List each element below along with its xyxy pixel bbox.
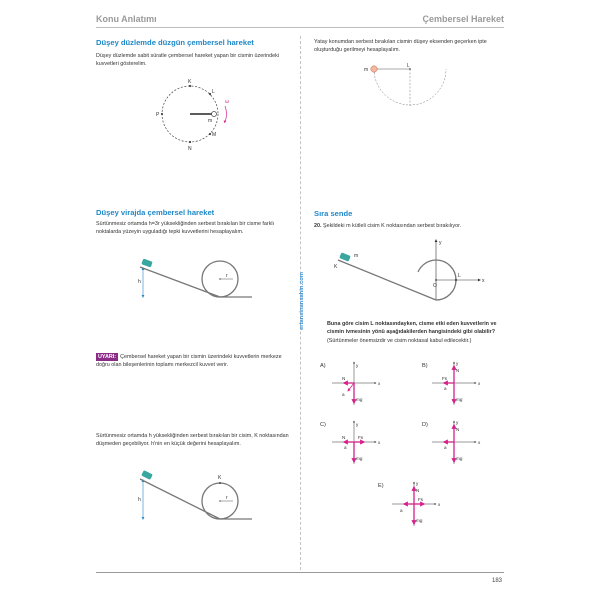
header-section-title: Konu Anlatımı [96,14,157,24]
option-D[interactable] [422,420,481,464]
pend-label-m: m [364,67,369,73]
q-label-y: y [439,240,442,246]
options-diagrams [320,356,500,528]
header-chapter-title: Çembersel Hareket [422,14,504,24]
question-text: Şekildeki m kütleli cisim K noktasından serbest bırakılıyor. [323,223,462,229]
header-divider [96,27,504,28]
question-body [327,320,497,345]
footer-divider [96,572,504,573]
fig1-label-N: N [188,146,192,152]
fig3-label-r: r [226,495,228,501]
option-B[interactable] [422,361,481,405]
q-label-L: L [458,273,461,279]
uyari-badge: UYARI: [98,354,117,360]
option-B-Fs: Fs [442,376,448,381]
fig1-label-K: K [188,79,192,85]
option-A[interactable] [320,362,381,405]
option-B-N: N [456,368,460,373]
option-D-x: x [478,440,481,445]
q-label-x: x [482,278,485,284]
question-intro [314,222,500,230]
option-C[interactable] [320,421,381,464]
option-C-y: y [356,422,359,427]
option-A-N: N [342,376,346,381]
q-label-K: K [334,264,338,270]
option-E-Fs: Fs [418,497,424,502]
figure-question-track [318,236,498,308]
page-number: 183 [491,578,502,584]
figure-vertical-circle [150,78,250,158]
option-B-letter: B) [422,363,428,369]
section-text-vertical-loop: Sürtünmesiz ortamda h=3r yüksekliğinden serbest bırakılan bir cisme farklı noktalarda yüzeyin uyguladığı tepki kuvvetlerini hesaplayalım. [96,221,275,236]
option-D-letter: D) [422,422,428,428]
option-A-a: a [342,392,345,397]
fig1-label-L: L [212,89,215,95]
option-A-y: y [356,363,359,368]
section-title-vertical-loop: Düşey virajda çembersel hareket [96,208,215,217]
option-E-letter: E) [378,483,384,489]
option-C-a: a [344,445,347,450]
pend-label-L: L [407,63,410,69]
option-C-N: N [342,435,346,440]
option-E-a: a [400,508,403,513]
option-E-mg: mg [416,518,423,523]
option-B-x: x [478,381,481,386]
fig2-label-r: r [226,273,228,279]
figure-loop-track-K [134,468,254,524]
option-E-x: x [438,502,441,507]
option-C-mg: mg [356,456,363,461]
option-A-letter: A) [320,363,326,369]
option-D-y: y [456,420,459,425]
option-A-mg: mg [356,397,363,402]
question-number: 20. [314,223,322,229]
watermark-text: ertansinansahin.com [299,272,305,330]
option-B-mg: mg [456,397,463,402]
option-A-x: x [378,381,381,386]
section-title-sira-sende: Sıra sende [314,209,353,218]
uyari-note [96,353,294,370]
option-D-a: a [444,445,447,450]
option-E-N: N [416,488,420,493]
q-label-m: m [354,253,359,259]
uyari-text: Çembersel hareket yapan bir cismin üzerindeki kuvvetlerin merkeze doğru olan bileşenlerinin toplamı merkezcil kuvvet verir. [96,354,282,369]
option-C-Fs: Fs [358,435,364,440]
fig2-label-h: h [138,279,141,285]
figure-pendulum [360,60,460,116]
option-C-letter: C) [320,422,326,428]
q-label-O: O [433,283,437,289]
section-text-min-height: Sürtünmesiz ortamda h yüksekliğinden serbest bırakılan bir cisim, K noktasından düşmeden geçebiliyor. h'nin en küçük değerini hesaplayalım. [96,433,289,448]
fig3-label-h: h [138,497,141,503]
figure-loop-track [134,250,254,302]
fig1-label-omega: ω [225,99,229,105]
question-prompt: Buna göre cisim L noktasındayken, cisme etki eden kuvvetlerin ve cismin ivmesinin yönü aşağıdakilerden hangisindeki gibi olabilir? [327,321,497,336]
option-E-y: y [416,481,419,486]
watermark [297,262,307,340]
fig1-label-M: M [212,132,217,138]
option-D-mg: mg [456,456,463,461]
pendulum-text: Yatay konumdan serbest bırakılan cismin düşey eksenden geçerken ipte oluşturduğu gerilmeyi hesaplayalım. [314,39,487,54]
section-title-vertical-uniform: Düşey düzlemde düzgün çembersel hareket [96,38,254,47]
option-D-N: N [456,427,460,432]
option-B-a: a [444,386,447,391]
fig1-label-m: m [208,118,213,124]
fig3-label-K: K [218,475,222,481]
section-text-vertical-uniform: Düşey düzlemde sabit süratle çembersel hareket yapan bir cismin üzerindeki kuvvetleri gösterelim. [96,53,280,68]
option-B-y: y [456,361,459,366]
option-E[interactable] [378,481,441,526]
fig1-label-P: P [156,112,160,118]
question-note: (Sürtünmeler önemsizdir ve cisim noktasal kabul edilecektir.) [327,337,472,344]
option-C-x: x [378,440,381,445]
